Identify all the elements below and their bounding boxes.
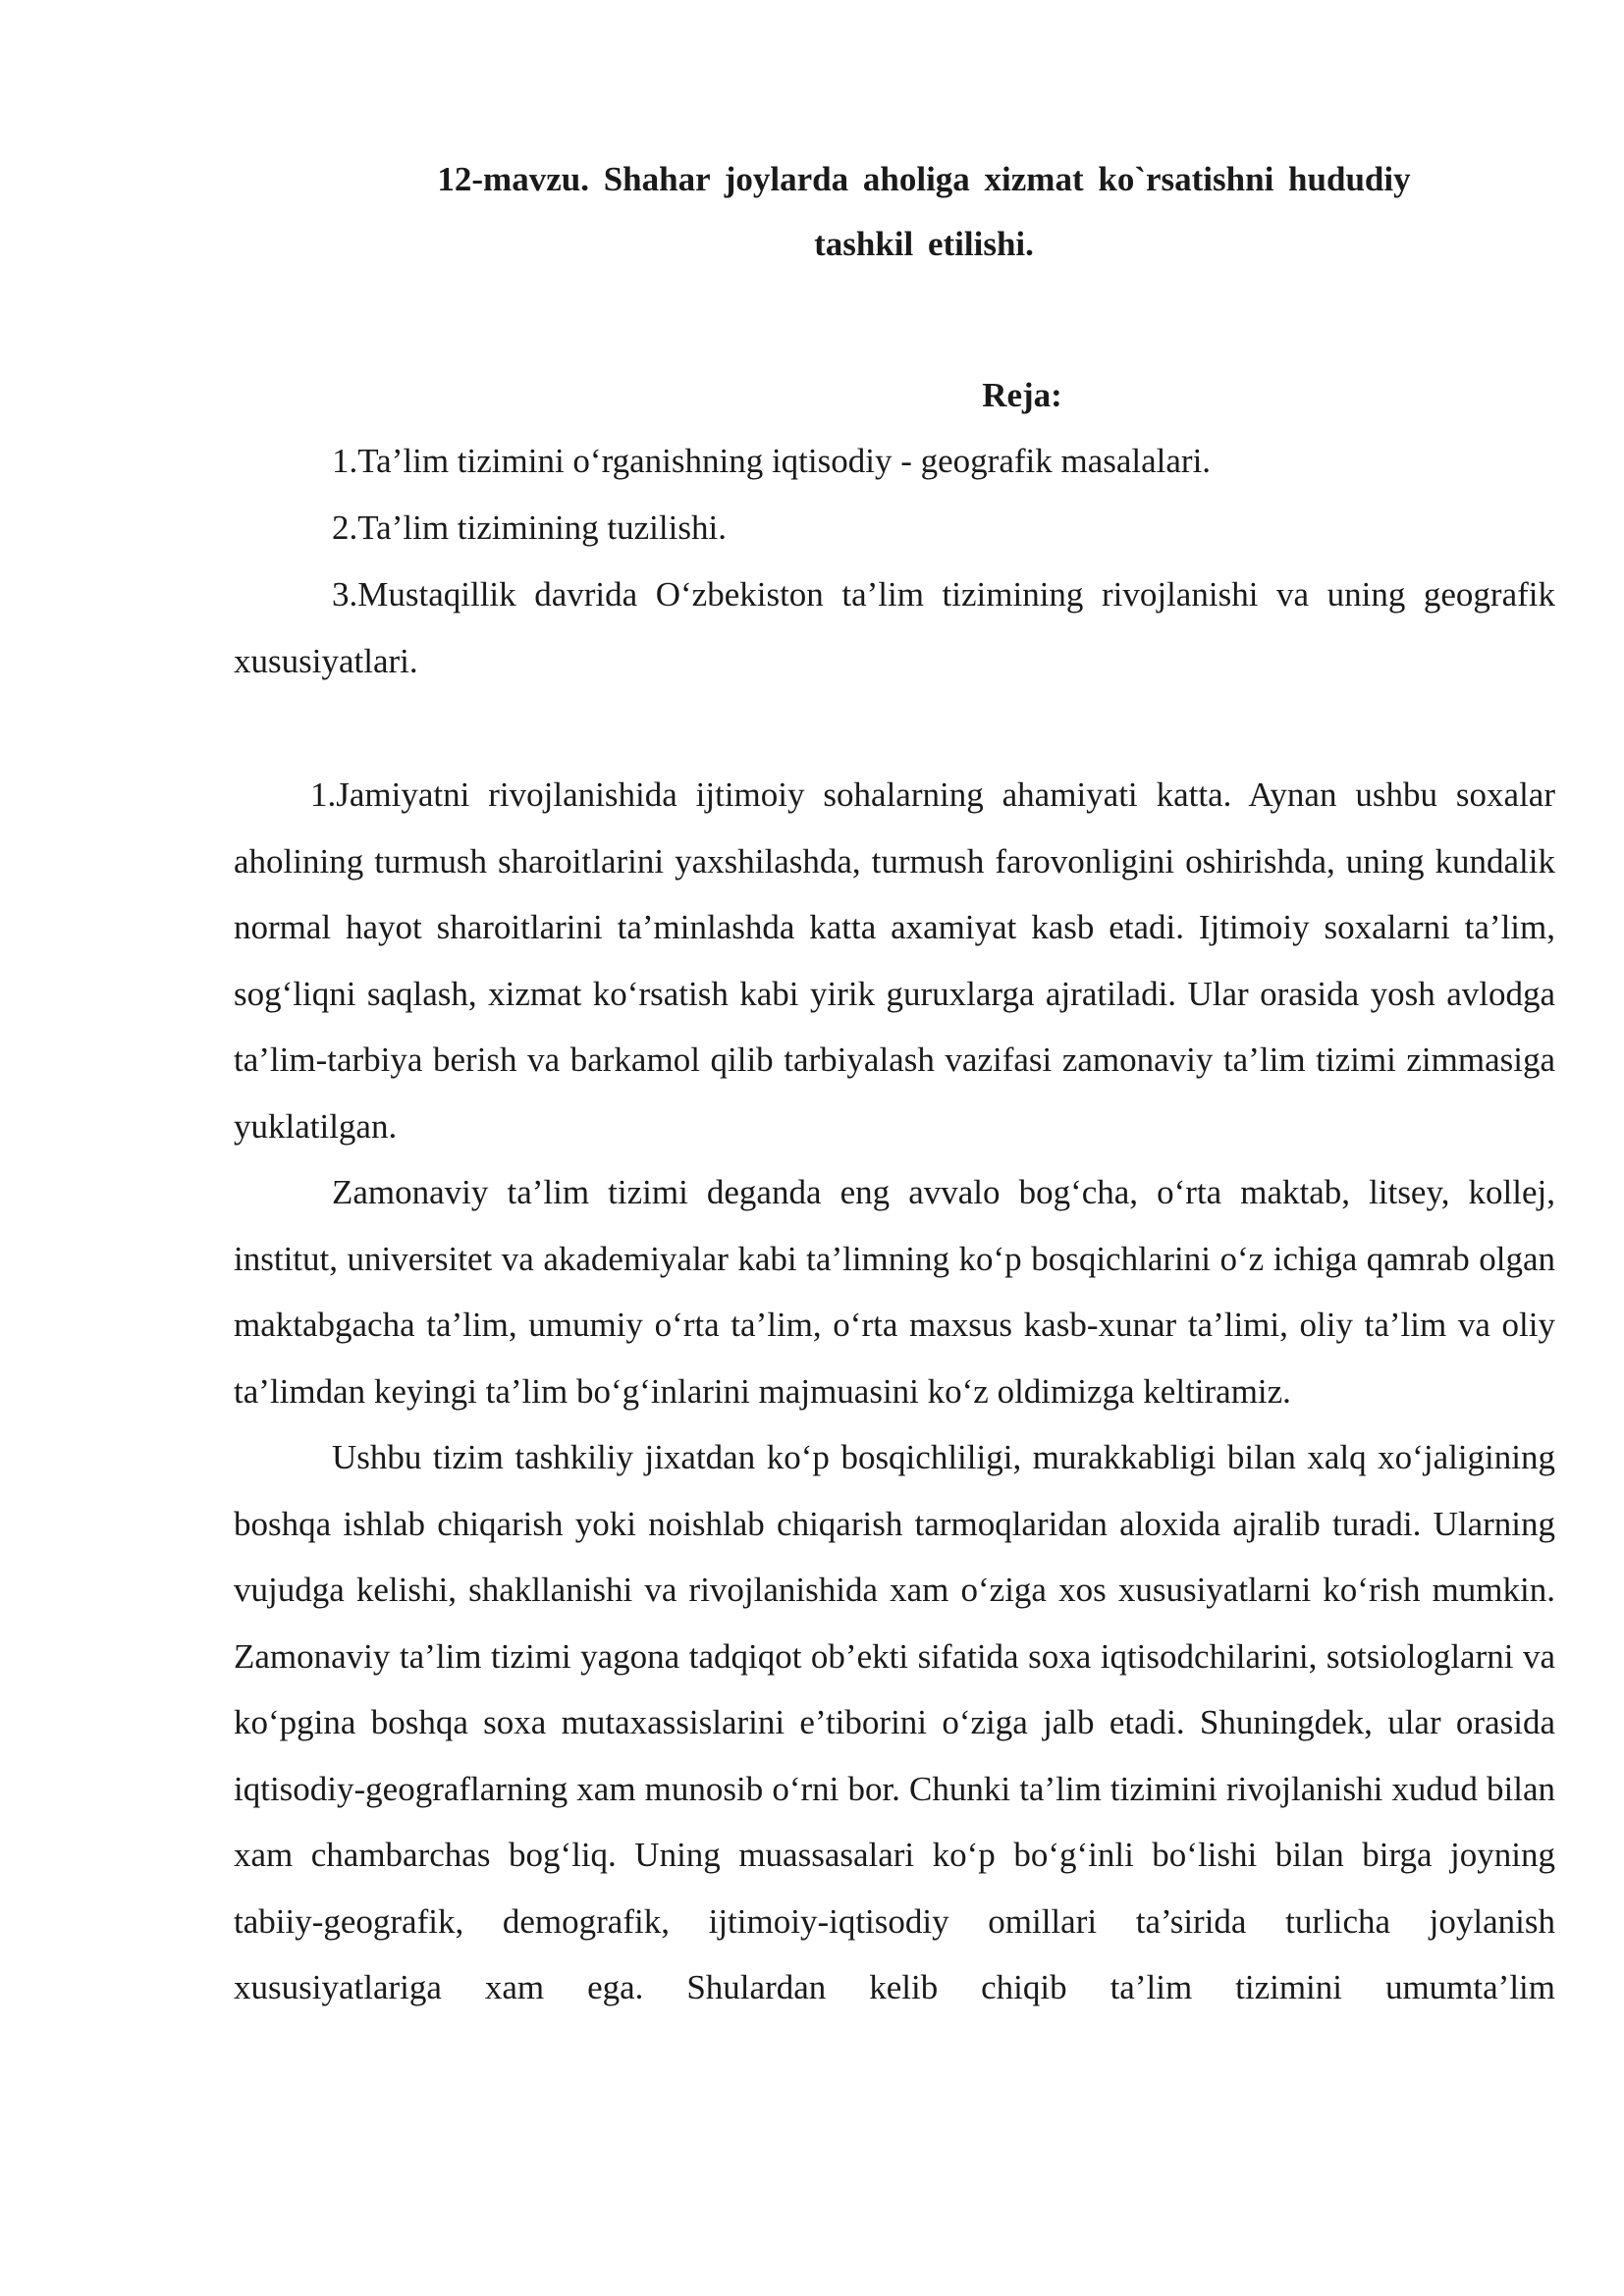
plan-heading: Reja: (982, 376, 1062, 414)
paragraph-3: Ushbu tizim tashkiliy jixatdan ko‘p bosqichliligi, murakkabligi bilan xalq xo‘jaligining boshqa ishlab chiqarish yoki noishlab chiqarish tarmoqlaridan aloxida ajralib turadi. Ularning vujudga kelishi, shakllanishi va rivojlanishida xam o‘ziga xos xususiyatlarni ko‘rish mumkin. Zamonaviy ta’lim tizimi yagona tadqiqot ob’ekti sifatida soxa iqtisodchilarini, sotsiologlarni va ko‘pgina boshqa soxa mutaxassislarini e’tiborini o‘ziga jalb etadi. Shuningdek, ular orasida iqtisodiy-geograflarning xam munosib o‘rni bor. Chunki ta’lim tizimini rivojlanishi xudud bilan xam chambarchas bog‘liq. Uning muassasalari ko‘p bo‘g‘inli bo‘lishi bilan birga joyning tabiiy-geografik, demografik, ijtimoiy-iqtisodiy omillari ta’sirida turlicha joylanish xususiyatlariga xam ega. Shulardan kelib chiqib ta’lim tizimini umumta’lim (234, 1438, 1555, 2006)
title-line-1: 12-mavzu. Shahar joylarda aholiga xizmat ko`rsatishni hududiy (437, 160, 1411, 198)
plan-item-3: 3.Mustaqillik davrida O‘zbekiston ta’lim tizimining rivojlanishi va uning geografik xususiyatlari. (234, 575, 1555, 680)
title-line-2: tashkil etilishi. (814, 225, 1034, 263)
paragraph-1: 1.Jamiyatni rivojlanishida ijtimoiy sohalarning ahamiyati katta. Aynan ushbu soxalar aholining turmush sharoitlarini yaxshilashda, turmush farovonligini oshirishda, uning kundalik normal hayot sharoitlarini ta’minlashda katta axamiyat kasb etadi. Ijtimoiy soxalarni ta’lim, sog‘liqni saqlash, xizmat ko‘rsatish kabi yirik guruxlarga ajratiladi. Ular orasida yosh avlodga ta’lim-tarbiya berish va barkamol qilib tarbiyalash vazifasi zamonaviy ta’lim tizimi zimmasiga yuklatilgan. (234, 775, 1555, 1146)
document-page (234, 147, 1555, 2021)
paragraph-2: Zamonaviy ta’lim tizimi deganda eng avvalo bog‘cha, o‘rta maktab, litsey, kollej, institut, universitet va akademiyalar kabi ta’limning ko‘p bosqichlarini o‘z ichiga qamrab olgan maktabgacha ta’lim, umumiy o‘rta ta’lim, o‘rta maxsus kasb-xunar ta’limi, oliy ta’lim va oliy ta’limdan keyingi ta’lim bo‘g‘inlarini majmuasini ko‘z oldimizga keltiramiz. (234, 1173, 1555, 1411)
plan-item-1: 1.Ta’lim tizimini o‘rganishning iqtisodiy - geografik masalalari. (332, 442, 1212, 480)
document-title (234, 147, 1555, 277)
plan-item-2: 2.Ta’lim tizimining tuzilishi. (332, 508, 727, 547)
plan-list (234, 428, 1555, 695)
body-text (234, 762, 1555, 2021)
